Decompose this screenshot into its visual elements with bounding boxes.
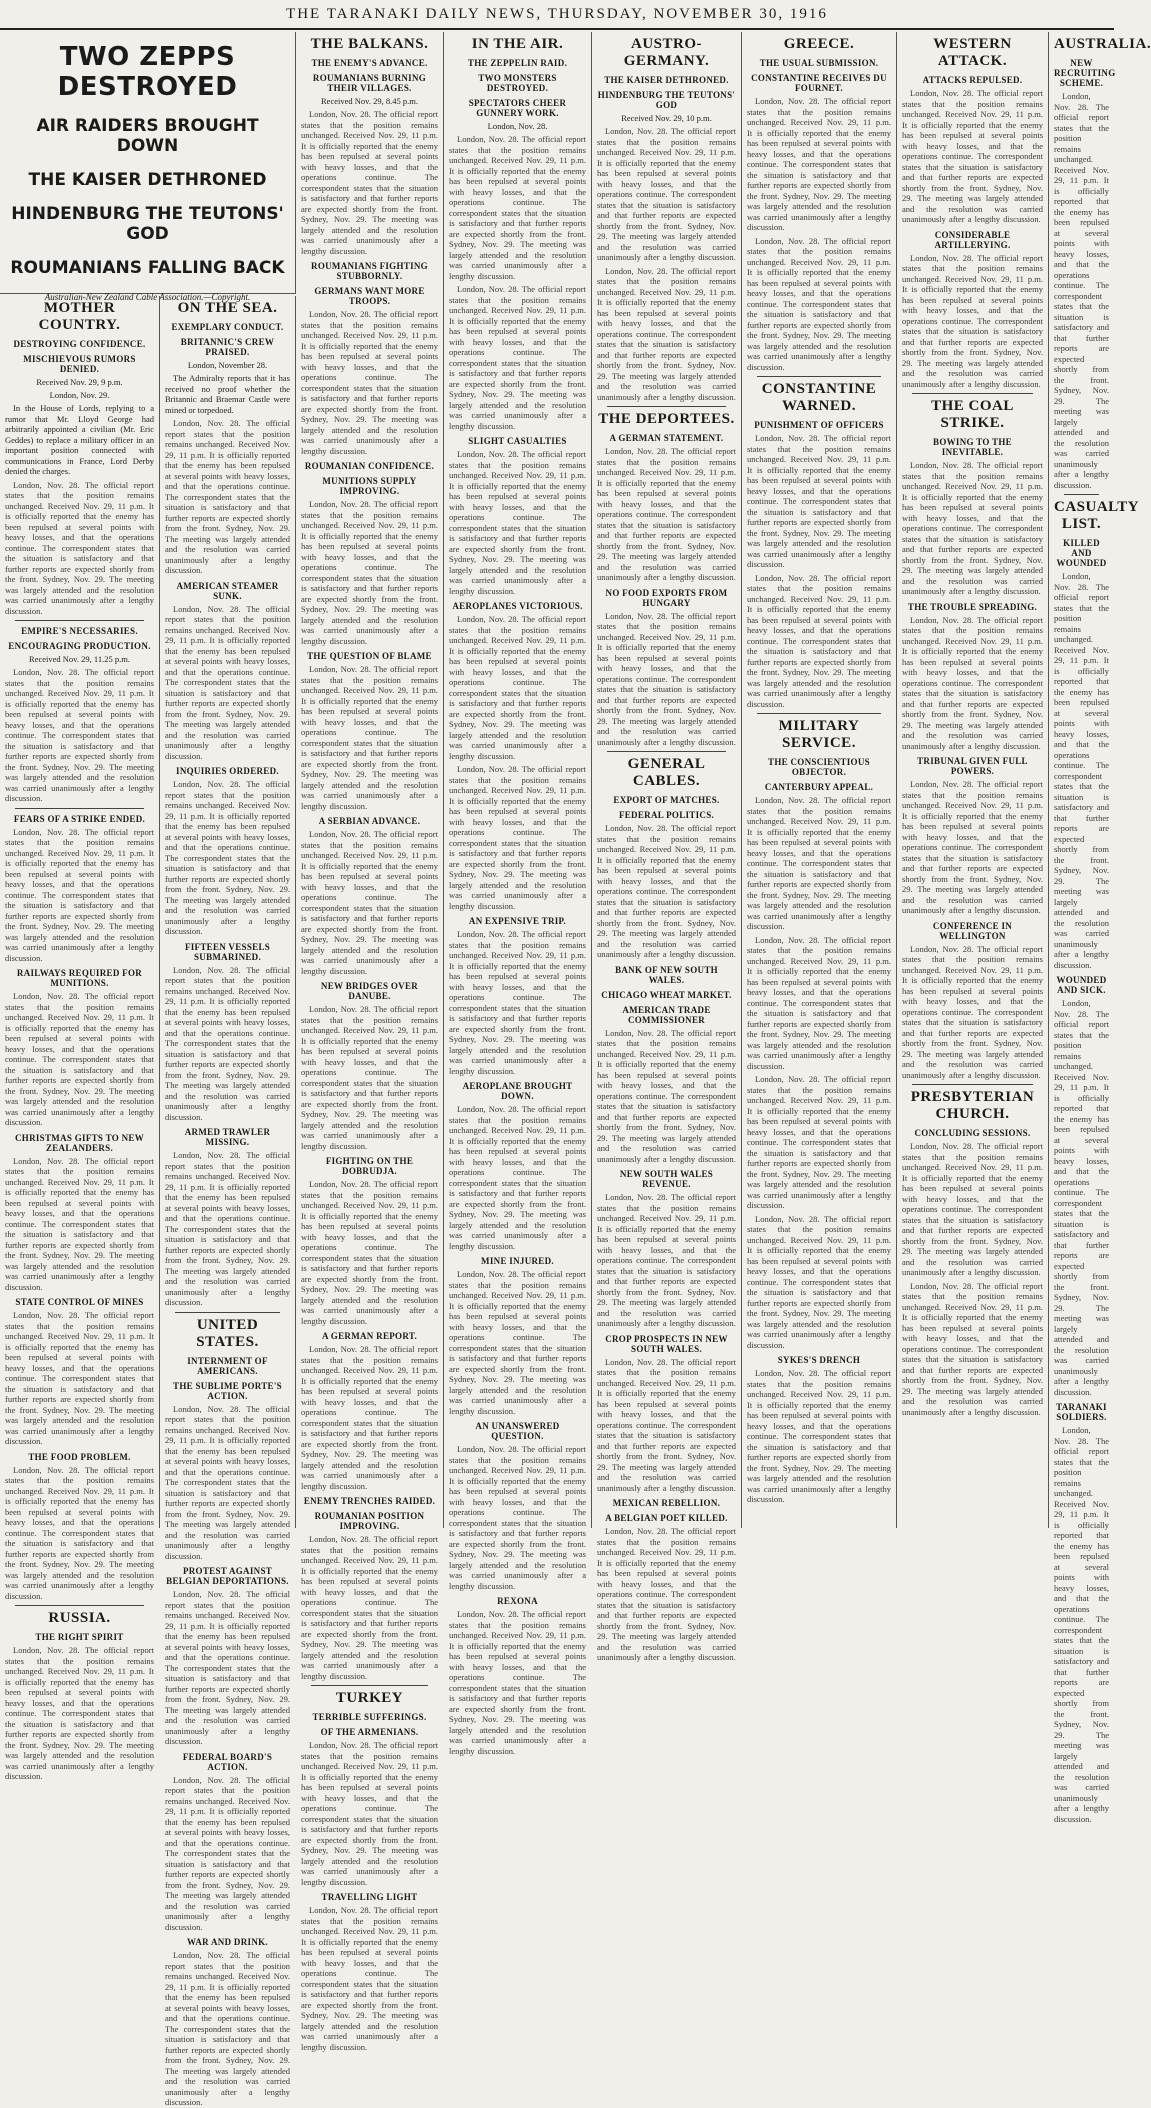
section-heading: MILITARY SERVICE.: [778, 718, 860, 751]
article-text: In the House of Lords, replying to a rumor that Mr. Lloyd George had arbitrarily appointed a civilian (Mr. Eric Geddes) to replace a military officer in an important position connected with communications in France, Lord Derby denied the charges.: [5, 403, 154, 476]
subheading: SPECTATORS CHEER GUNNERY WORK.: [468, 98, 567, 118]
subheading: REXONA: [497, 1596, 538, 1606]
article-text: London, Nov. 28. The official report states that the position remains unchanged. Received Nov. 29, 11 p.m. It is officially reported that the enemy has been repulsed at several points with heavy losses, and that the operations continue. The correspondent states that the situation is satisfactory and that further reports are expected shortly from the front. Sydney, Nov. 29. The meeting was largely attended and the resolution was carried unanimously after a lengthy discussion.: [1054, 1425, 1109, 1824]
subheading: INTERNMENT OF AMERICANS.: [187, 1355, 268, 1376]
article-text: London, Nov. 28. The official report states that the position remains unchanged. Received Nov. 29, 11 p.m. It is officially reported that the enemy has been repulsed at several points with heavy losses, and that the operations continue. The correspondent states that the situation is satisfactory and that further reports are expected shortly from the front. Sydney, Nov. 29. The meeting was largely attended and the resolution was carried unanimously after a lengthy discussion.: [747, 1368, 891, 1504]
article-text: London, Nov. 28. The official report states that the position remains unchanged. Received Nov. 29, 11 p.m. It is officially reported that the enemy has been repulsed at several points with heavy losses, and that the operations continue. The correspondent states that the situation is satisfactory and that further reports are expected shortly from the front. Sydney, Nov. 29. The meeting was largely attended and the resolution was carried unanimously after a lengthy discussion.: [597, 823, 736, 959]
subheading: TARANAKI SOLDIERS.: [1056, 1402, 1107, 1422]
article-text: London, Nov. 28. The official report states that the position remains unchanged. Received Nov. 29, 11 p.m. It is officially reported that the enemy has been repulsed at several points with heavy losses, and that the operations continue. The correspondent states that the situation is satisfactory and that further reports are expected shortly from the front. Sydney, Nov. 29. The meeting was largely attended and the resolution was carried unanimously after a lengthy discussion.: [301, 1740, 438, 1887]
article-text: London, Nov. 28. The official report states that the position remains unchanged. Received Nov. 29, 11 p.m. It is officially reported that the enemy has been repulsed at several points with heavy losses, and that the operations continue. The correspondent states that the situation is satisfactory and that further reports are expected shortly from the front. Sydney, Nov. 29. The meeting was largely attended and the resolution was carried unanimously after a lengthy discussion.: [5, 1155, 154, 1292]
article-text: London, Nov. 28. The official report states that the position remains unchanged. Received Nov. 29, 11 p.m. It is officially reported that the enemy has been repulsed at several points with heavy losses, and that the operations continue. The correspondent states that the situation is satisfactory and that further reports are expected shortly from the front. Sydney, Nov. 29. The meeting was largely attended and the resolution was carried unanimously after a lengthy discussion.: [902, 88, 1043, 224]
section-heading: CASUALTY LIST.: [1054, 499, 1140, 532]
subheading: PROTEST AGAINST BELGIAN DEPORTATIONS.: [166, 1566, 289, 1586]
subheading: BRITANNIC'S CREW PRAISED.: [180, 337, 275, 357]
subheading: THE RIGHT SPIRIT: [35, 1632, 124, 1642]
subheading: NEW SOUTH WALES REVENUE.: [619, 1169, 714, 1189]
article-text: London, Nov. 28. The official report states that the position remains unchanged. Received Nov. 29, 11 p.m. It is officially reported that the enemy has been repulsed at several points with heavy losses, and that the operations continue. The correspondent states that the situation is satisfactory and that further reports are expected shortly from the front. Sydney, Nov. 29. The meeting was largely attended and the resolution was carried unanimously after a lengthy discussion.: [747, 96, 891, 232]
article-text: London, Nov. 28. The official report states that the position remains unchanged. Received Nov. 29, 11 p.m. It is officially reported that the enemy has been repulsed at several points with heavy losses, and that the operations continue. The correspondent states that the situation is satisfactory and that further reports are expected shortly from the front. Sydney, Nov. 29. The meeting was largely attended and the resolution was carried unanimously after a lengthy discussion.: [165, 418, 290, 575]
section-heading: GREECE.: [783, 36, 855, 52]
subheading: AN EXPENSIVE TRIP.: [468, 916, 567, 926]
subheading: A GERMAN REPORT.: [321, 1331, 418, 1341]
subheading: CONCLUDING SESSIONS.: [914, 1128, 1031, 1138]
subheading: EMPIRE'S NECESSARIES.: [21, 626, 138, 636]
section-heading: RUSSIA.: [48, 1610, 111, 1626]
article-text: London, Nov. 28. The official report states that the position remains unchanged. Received Nov. 29, 11 p.m. It is officially reported that the enemy has been repulsed at several points with heavy losses, and that the operations continue. The correspondent states that the situation is satisfactory and that further reports are expected shortly from the front. Sydney, Nov. 29. The meeting was largely attended and the resolution was carried unanimously after a lengthy discussion.: [301, 1905, 438, 2052]
dateline: London, Nov. 28.: [487, 121, 548, 131]
subheading: ENCOURAGING PRODUCTION.: [8, 641, 151, 651]
section-heading: THE COAL STRIKE.: [931, 398, 1014, 431]
article-text: London, Nov. 28. The official report states that the position remains unchanged. Received Nov. 29, 11 p.m. It is officially reported that the enemy has been repulsed at several points with heavy losses, and that the operations continue. The correspondent states that the situation is satisfactory and that further reports are expected shortly from the front. Sydney, Nov. 29. The meeting was largely attended and the resolution was carried unanimously after a lengthy discussion.: [301, 664, 438, 811]
section-heading: ON THE SEA.: [177, 300, 278, 316]
article-text: London, Nov. 28. The official report states that the position remains unchanged. Received Nov. 29, 11 p.m. It is officially reported that the enemy has been repulsed at several points with heavy losses, and that the operations continue. The correspondent states that the situation is satisfactory and that further reports are expected shortly from the front. Sydney, Nov. 29. The meeting was largely attended and the resolution was carried unanimously after a lengthy discussion.: [449, 764, 586, 911]
lead-headline-2: AIR RAIDERS BROUGHT DOWN: [36, 116, 259, 156]
article-text: London, Nov. 28. The official report states that the position remains unchanged. Received Nov. 29, 11 p.m. It is officially reported that the enemy has been repulsed at several points with heavy losses, and that the operations continue. The correspondent states that the situation is satisfactory and that further reports are expected shortly from the front. Sydney, Nov. 29. The meeting was largely attended and the resolution was carried unanimously after a lengthy discussion.: [449, 284, 586, 431]
article-text: London, Nov. 28. The official report states that the position remains unchanged. Received Nov. 29, 11 p.m. It is officially reported that the enemy has been repulsed at several points with heavy losses, and that the operations continue. The correspondent states that the situation is satisfactory and that further reports are expected shortly from the front. Sydney, Nov. 29. The meeting was largely attended and the resolution was carried unanimously after a lengthy discussion.: [597, 446, 736, 582]
article-text: London, Nov. 28. The official report states that the position remains unchanged. Received Nov. 29, 11 p.m. It is officially reported that the enemy has been repulsed at several points with heavy losses, and that the operations continue. The correspondent states that the situation is satisfactory and that further reports are expected shortly from the front. Sydney, Nov. 29. The meeting was largely attended and the resolution was carried unanimously after a lengthy discussion.: [301, 109, 438, 256]
subheading: BOWING TO THE INEVITABLE.: [933, 437, 1012, 457]
section-heading: THE DEPORTEES.: [598, 411, 735, 427]
article-text: London, Nov. 28. The official report states that the position remains unchanged. Received Nov. 29, 11 p.m. It is officially reported that the enemy has been repulsed at several points with heavy losses, and that the operations continue. The correspondent states that the situation is satisfactory and that further reports are expected shortly from the front. Sydney, Nov. 29. The meeting was largely attended and the resolution was carried unanimously after a lengthy discussion.: [301, 1004, 438, 1151]
article-text: London, Nov. 28. The official report states that the position remains unchanged. Received Nov. 29, 11 p.m. It is officially reported that the enemy has been repulsed at several points with heavy losses, and that the operations continue. The correspondent states that the situation is satisfactory and that further reports are expected shortly from the front. Sydney, Nov. 29. The meeting was largely attended and the resolution was carried unanimously after a lengthy discussion.: [597, 1192, 736, 1328]
subheading: FEDERAL BOARD'S ACTION.: [182, 1751, 273, 1772]
article-text: London, Nov. 28. The official report states that the position remains unchanged. Received Nov. 29, 11 p.m. It is officially reported that the enemy has been repulsed at several points with heavy losses, and that the operations continue. The correspondent states that the situation is satisfactory and that further reports are expected shortly from the front. Sydney, Nov. 29. The meeting was largely attended and the resolution was carried unanimously after a lengthy discussion.: [301, 1534, 438, 1681]
subheading: AMERICAN STEAMER SUNK.: [176, 580, 279, 601]
article-text: London, Nov. 28. The official report states that the position remains unchanged. Received Nov. 29, 11 p.m. It is officially reported that the enemy has been repulsed at several points with heavy losses, and that the operations continue. The correspondent states that the situation is satisfactory and that further reports are expected shortly from the front. Sydney, Nov. 29. The meeting was largely attended and the resolution was carried unanimously after a lengthy discussion.: [301, 1179, 438, 1326]
section-heading: MOTHER COUNTRY.: [38, 300, 121, 333]
subheading: ENEMY TRENCHES RAIDED.: [303, 1496, 436, 1506]
article-text: London, Nov. 28. The official report states that the position remains unchanged. Received Nov. 29, 11 p.m. It is officially reported that the enemy has been repulsed at several points with heavy losses, and that the operations continue. The correspondent states that the situation is satisfactory and that further reports are expected shortly from the front. Sydney, Nov. 29. The meeting was largely attended and the resolution was carried unanimously after a lengthy discussion.: [449, 449, 586, 596]
column-australia: [1049, 32, 1151, 1824]
subheading: AMERICAN TRADE COMMISSIONER: [622, 1004, 711, 1025]
section-heading: GENERAL CABLES.: [627, 756, 706, 789]
column-balkans: [296, 32, 444, 2052]
subheading: THE ZEPPELIN RAID.: [467, 58, 568, 68]
subheading: CANTERBURY APPEAL.: [764, 782, 874, 792]
subheading: FIFTEEN VESSELS SUBMARINED.: [184, 941, 271, 962]
article-text: London, Nov. 28. The official report states that the position remains unchanged. Received Nov. 29, 11 p.m. It is officially reported that the enemy has been repulsed at several points with heavy losses, and that the operations continue. The correspondent states that the situation is satisfactory and that further reports are expected shortly from the front. Sydney, Nov. 29. The meeting was largely attended and the resolution was carried unanimously after a lengthy discussion.: [165, 1589, 290, 1746]
subheading: THE QUESTION OF BLAME: [307, 651, 432, 661]
article-text: London, Nov. 28. The official report states that the position remains unchanged. Received Nov. 29, 11 p.m. It is officially reported that the enemy has been repulsed at several points with heavy losses, and that the operations continue. The correspondent states that the situation is satisfactory and that further reports are expected shortly from the front. Sydney, Nov. 29. The meeting was largely attended and the resolution was carried unanimously after a lengthy discussion.: [747, 934, 891, 1071]
article-text: London, Nov. 28. The official report states that the position remains unchanged. Received Nov. 29, 11 p.m. It is officially reported that the enemy has been repulsed at several points with heavy losses, and that the operations continue. The correspondent states that the situation is satisfactory and that further reports are expected shortly from the front. Sydney, Nov. 29. The meeting was largely attended and the resolution was carried unanimously after a lengthy discussion.: [902, 252, 1043, 389]
lead-headline-4: HINDENBURG THE TEUTONS' GOD: [11, 204, 284, 244]
article-text: London, Nov. 28. The official report states that the position remains unchanged. Received Nov. 29, 11 p.m. It is officially reported that the enemy has been repulsed at several points with heavy losses, and that the operations continue. The correspondent states that the situation is satisfactory and that further reports are expected shortly from the front. Sydney, Nov. 29. The meeting was largely attended and the resolution was carried unanimously after a lengthy discussion.: [747, 572, 891, 709]
article-text: London, Nov. 28. The official report states that the position remains unchanged. Received Nov. 29, 11 p.m. It is officially reported that the enemy has been repulsed at several points with heavy losses, and that the operations continue. The correspondent states that the situation is satisfactory and that further reports are expected shortly from the front. Sydney, Nov. 29. The meeting was largely attended and the resolution was carried unanimously after a lengthy discussion.: [5, 1645, 154, 1781]
article-text: London, Nov. 28. The official report states that the position remains unchanged. Received Nov. 29, 11 p.m. It is officially reported that the enemy has been repulsed at several points with heavy losses, and that the operations continue. The correspondent states that the situation is satisfactory and that further reports are expected shortly from the front. Sydney, Nov. 29. The meeting was largely attended and the resolution was carried unanimously after a lengthy discussion.: [165, 603, 290, 761]
subheading: EXPORT OF MATCHES.: [613, 795, 720, 805]
subheading: SLIGHT CASUALTIES: [468, 436, 567, 446]
section-heading: CONSTANTINE WARNED.: [761, 381, 877, 414]
dateline: London, Nov. 29.: [49, 390, 110, 400]
article-text: London, Nov. 28. The official report states that the position remains unchanged. Received Nov. 29, 11 p.m. It is officially reported that the enemy has been repulsed at several points with heavy losses, and that the operations continue. The correspondent states that the situation is satisfactory and that further reports are expected shortly from the front. Sydney, Nov. 29. The meeting was largely attended and the resolution was carried unanimously after a lengthy discussion.: [597, 1027, 736, 1164]
article-text: London, Nov. 28. The official report states that the position remains unchanged. Received Nov. 29, 11 p.m. It is officially reported that the enemy has been repulsed at several points with heavy losses, and that the operations continue. The correspondent states that the situation is satisfactory and that further reports are expected shortly from the front. Sydney, Nov. 29. The meeting was largely attended and the resolution was carried unanimously after a lengthy discussion.: [449, 929, 586, 1076]
article-text: London, Nov. 28. The official report states that the position remains unchanged. Received Nov. 29, 11 p.m. It is officially reported that the enemy has been repulsed at several points with heavy losses, and that the operations continue. The correspondent states that the situation is satisfactory and that further reports are expected shortly from the front. Sydney, Nov. 29. The meeting was largely attended and the resolution was carried unanimously after a lengthy discussion.: [902, 1280, 1043, 1417]
subheading: MINE INJURED.: [481, 1256, 554, 1266]
subheading: TRIBUNAL GIVEN FULL POWERS.: [917, 756, 1028, 776]
article-text: London, Nov. 28. The official report states that the position remains unchanged. Received Nov. 29, 11 p.m. It is officially reported that the enemy has been repulsed at several points with heavy losses, and that the operations continue. The correspondent states that the situation is satisfactory and that further reports are expected shortly from the front. Sydney, Nov. 29. The meeting was largely attended and the resolution was carried unanimously after a lengthy discussion.: [449, 1104, 586, 1251]
article-text: The Admiralty reports that it has received no proof whether the Britannic and Braemar Castle were mined or torpedoed.: [165, 373, 290, 415]
article-text: London, Nov. 28. The official report states that the position remains unchanged. Received Nov. 29, 11 p.m. It is officially reported that the enemy has been repulsed at several points with heavy losses, and that the operations continue. The correspondent states that the situation is satisfactory and that further reports are expected shortly from the front. Sydney, Nov. 29. The meeting was largely attended and the resolution was carried unanimously after a lengthy discussion.: [747, 1074, 891, 1210]
dateline: Received Nov. 29, 10 p.m.: [621, 113, 712, 123]
cable-credit: Australian-New Zealand Cable Association.—Copyright.: [44, 292, 251, 302]
subheading: INQUIRIES ORDERED.: [176, 766, 279, 776]
article-text: London, Nov. 28. The official report states that the position remains unchanged. Received Nov. 29, 11 p.m. It is officially reported that the enemy has been repulsed at several points with heavy losses, and that the operations continue. The correspondent states that the situation is satisfactory and that further reports are expected shortly from the front. Sydney, Nov. 29. The meeting was largely attended and the resolution was carried unanimously after a lengthy discussion.: [597, 126, 736, 262]
subheading: EXEMPLARY CONDUCT.: [171, 322, 284, 332]
lead-headline-3: THE KAISER DETHRONED: [28, 170, 267, 190]
subheading: THE FOOD PROBLEM.: [28, 1451, 131, 1462]
article-text: London, Nov. 28. The official report states that the position remains unchanged. Received Nov. 29, 11 p.m. It is officially reported that the enemy has been repulsed at several points with heavy losses, and that the operations continue. The correspondent states that the situation is satisfactory and that further reports are expected shortly from the front. Sydney, Nov. 29. The meeting was largely attended and the resolution was carried unanimously after a lengthy discussion.: [747, 433, 891, 569]
article-text: London, Nov. 28. The official report states that the position remains unchanged. Received Nov. 29, 11 p.m. It is officially reported that the enemy has been repulsed at several points with heavy losses, and that the operations continue. The correspondent states that the situation is satisfactory and that further reports are expected shortly from the front. Sydney, Nov. 29. The meeting was largely attended and the resolution was carried unanimously after a lengthy discussion.: [5, 479, 154, 616]
section-heading: PRESBYTERIAN CHURCH.: [910, 1089, 1035, 1122]
article-text: London, Nov. 28. The official report states that the position remains unchanged. Received Nov. 29, 11 p.m. It is officially reported that the enemy has been repulsed at several points with heavy losses, and that the operations continue. The correspondent states that the situation is satisfactory and that further reports are expected shortly from the front. Sydney, Nov. 29. The meeting was largely attended and the resolution was carried unanimously after a lengthy discussion.: [5, 991, 154, 1127]
article-text: London, Nov. 28. The official report states that the position remains unchanged. Received Nov. 29, 11 p.m. It is officially reported that the enemy has been repulsed at several points with heavy losses, and that the operations continue. The correspondent states that the situation is satisfactory and that further reports are expected shortly from the front. Sydney, Nov. 29. The meeting was largely attended and the resolution was carried unanimously after a lengthy discussion.: [1054, 998, 1109, 1397]
article-text: London, Nov. 28. The official report states that the position remains unchanged. Received Nov. 29, 11 p.m. It is officially reported that the enemy has been repulsed at several points with heavy losses, and that the operations continue. The correspondent states that the situation is satisfactory and that further reports are expected shortly from the front. Sydney, Nov. 29. The meeting was largely attended and the resolution was carried unanimously after a lengthy discussion.: [449, 1609, 586, 1756]
subheading: BANK OF NEW SOUTH WALES.: [615, 964, 718, 985]
lead-headline-5: ROUMANIANS FALLING BACK: [10, 258, 285, 278]
subheading: TERRIBLE SUFFERINGS.: [312, 1712, 427, 1722]
article-text: London, Nov. 28. The official report states that the position remains unchanged. Received Nov. 29, 11 p.m. It is officially reported that the enemy has been repulsed at several points with heavy losses, and that the operations continue. The correspondent states that the situation is satisfactory and that further reports are expected shortly from the front. Sydney, Nov. 29. The meeting was largely attended and the resolution was carried unanimously after a lengthy discussion.: [902, 943, 1043, 1080]
article-text: London, Nov. 28. The official report states that the position remains unchanged. Received Nov. 29, 11 p.m. It is officially reported that the enemy has been repulsed at several points with heavy losses, and that the operations continue. The correspondent states that the situation is satisfactory and that further reports are expected shortly from the front. Sydney, Nov. 29. The meeting was largely attended and the resolution was carried unanimously after a lengthy discussion.: [165, 964, 290, 1122]
subheading: OF THE ARMENIANS.: [320, 1727, 419, 1737]
section-heading: THE BALKANS.: [310, 36, 429, 52]
subheading: CONFERENCE IN WELLINGTON: [932, 920, 1013, 941]
article-text: London, Nov. 28. The official report states that the position remains unchanged. Received Nov. 29, 11 p.m. It is officially reported that the enemy has been repulsed at several points with heavy losses, and that the operations continue. The correspondent states that the situation is satisfactory and that further reports are expected shortly from the front. Sydney, Nov. 29. The meeting was largely attended and the resolution was carried unanimously after a lengthy discussion.: [597, 265, 736, 402]
subheading: THE ENEMY'S ADVANCE.: [311, 58, 428, 68]
subheading: GERMANS WANT MORE TROOPS.: [314, 286, 425, 306]
column-in-the-air: [444, 32, 592, 1756]
section-heading: TURKEY: [335, 1690, 404, 1706]
subheading: CONSIDERABLE ARTILLERYING.: [934, 229, 1011, 250]
dateline: Received Nov. 29, 9 p.m.: [36, 377, 123, 387]
article-text: London, Nov. 28. The official report states that the position remains unchanged. Received Nov. 29, 11 p.m. It is officially reported that the enemy has been repulsed at several points with heavy losses, and that the operations continue. The correspondent states that the situation is satisfactory and that further reports are expected shortly from the front. Sydney, Nov. 29. The meeting was largely attended and the resolution was carried unanimously after a lengthy discussion.: [902, 460, 1043, 596]
lead-headline-main: TWO ZEPPS DESTROYED: [57, 42, 238, 102]
article-text: London, Nov. 28. The official report states that the position remains unchanged. Received Nov. 29, 11 p.m. It is officially reported that the enemy has been repulsed at several points with heavy losses, and that the operations continue. The correspondent states that the situation is satisfactory and that further reports are expected shortly from the front. Sydney, Nov. 29. The meeting was largely attended and the resolution was carried unanimously after a lengthy discussion.: [449, 614, 586, 761]
article-text: London, Nov. 28. The official report states that the position remains unchanged. Received Nov. 29, 11 p.m. It is officially reported that the enemy has been repulsed at several points with heavy losses, and that the operations continue. The correspondent states that the situation is satisfactory and that further reports are expected shortly from the front. Sydney, Nov. 29. The meeting was largely attended and the resolution was carried unanimously after a lengthy discussion.: [449, 1269, 586, 1416]
article-text: London, Nov. 28. The official report states that the position remains unchanged. Received Nov. 29, 11 p.m. It is officially reported that the enemy has been repulsed at several points with heavy losses, and that the operations continue. The correspondent states that the situation is satisfactory and that further reports are expected shortly from the front. Sydney, Nov. 29. The meeting was largely attended and the resolution was carried unanimously after a lengthy discussion.: [301, 499, 438, 646]
article-text: London, Nov. 28. The official report states that the position remains unchanged. Received Nov. 29, 11 p.m. It is officially reported that the enemy has been repulsed at several points with heavy losses, and that the operations continue. The correspondent states that the situation is satisfactory and that further reports are expected shortly from the front. Sydney, Nov. 29. The meeting was largely attended and the resolution was carried unanimously after a lengthy discussion.: [5, 1310, 154, 1446]
article-text: London, Nov. 28. The official report states that the position remains unchanged. Received Nov. 29, 11 p.m. It is officially reported that the enemy has been repulsed at several points with heavy losses, and that the operations continue. The correspondent states that the situation is satisfactory and that further reports are expected shortly from the front. Sydney, Nov. 29. The meeting was largely attended and the resolution was carried unanimously after a lengthy discussion.: [747, 795, 891, 931]
subheading: CONSTANTINE RECEIVES DU FOURNET.: [751, 73, 887, 93]
article-text: London, Nov. 28. The official report states that the position remains unchanged. Received Nov. 29, 11 p.m. It is officially reported that the enemy has been repulsed at several points with heavy losses, and that the operations continue. The correspondent states that the situation is satisfactory and that further reports are expected shortly from the front. Sydney, Nov. 29. The meeting was largely attended and the resolution was carried unanimously after a lengthy discussion.: [597, 610, 736, 747]
subheading: TRAVELLING LIGHT: [321, 1892, 418, 1902]
column-mother-country: [0, 296, 160, 1781]
article-text: London, Nov. 28. The official report states that the position remains unchanged. Received Nov. 29, 11 p.m. It is officially reported that the enemy has been repulsed at several points with heavy losses, and that the operations continue. The correspondent states that the situation is satisfactory and that further reports are expected shortly from the front. Sydney, Nov. 29. The meeting was largely attended and the resolution was carried unanimously after a lengthy discussion.: [165, 1403, 290, 1561]
subheading: ROUMANIANS BURNING THEIR VILLAGES.: [312, 73, 427, 93]
subheading: MISCHIEVOUS RUMORS DENIED.: [23, 354, 136, 374]
article-text: London, Nov. 28. The official report states that the position remains unchanged. Received Nov. 29, 11 p.m. It is officially reported that the enemy has been repulsed at several points with heavy losses, and that the operations continue. The correspondent states that the situation is satisfactory and that further reports are expected shortly from the front. Sydney, Nov. 29. The meeting was largely attended and the resolution was carried unanimously after a lengthy discussion.: [597, 1526, 736, 1662]
subheading: CHRISTMAS GIFTS TO NEW ZEALANDERS.: [14, 1132, 145, 1153]
subheading: STATE CONTROL OF MINES: [15, 1297, 144, 1307]
article-text: London, Nov. 28. The official report states that the position remains unchanged. Received Nov. 29, 11 p.m. It is officially reported that the enemy has been repulsed at several points with heavy losses, and that the operations continue. The correspondent states that the situation is satisfactory and that further reports are expected shortly from the front. Sydney, Nov. 29. The meeting was largely attended and the resolution was carried unanimously after a lengthy discussion.: [301, 829, 438, 976]
article-text: London, Nov. 28. The official report states that the position remains unchanged. Received Nov. 29, 11 p.m. It is officially reported that the enemy has been repulsed at several points with heavy losses, and that the operations continue. The correspondent states that the situation is satisfactory and that further reports are expected shortly from the front. Sydney, Nov. 29. The meeting was largely attended and the resolution was carried unanimously after a lengthy discussion.: [165, 1774, 290, 1932]
article-text: London, Nov. 28. The official report states that the position remains unchanged. Received Nov. 29, 11 p.m. It is officially reported that the enemy has been repulsed at several points with heavy losses, and that the operations continue. The correspondent states that the situation is satisfactory and that further reports are expected shortly from the front. Sydney, Nov. 29. The meeting was largely attended and the resolution was carried unanimously after a lengthy discussion.: [5, 826, 154, 963]
section-heading: AUSTRO-GERMANY.: [623, 36, 710, 69]
subheading: MUNITIONS SUPPLY IMPROVING.: [322, 476, 417, 496]
article-text: London, Nov. 28. The official report states that the position remains unchanged. Received Nov. 29, 11 p.m. It is officially reported that the enemy has been repulsed at several points with heavy losses, and that the operations continue. The correspondent states that the situation is satisfactory and that further reports are expected shortly from the front. Sydney, Nov. 29. The meeting was largely attended and the resolution was carried unanimously after a lengthy discussion.: [5, 1464, 154, 1601]
subheading: WOUNDED AND SICK.: [1056, 975, 1107, 995]
subheading: HINDENBURG THE TEUTONS' GOD: [597, 90, 736, 110]
subheading: ROUMANIAN CONFIDENCE.: [304, 461, 435, 471]
article-text: London, Nov. 28. The official report states that the position remains unchanged. Received Nov. 29, 11 p.m. It is officially reported that the enemy has been repulsed at several points with heavy losses, and that the operations continue. The correspondent states that the situation is satisfactory and that further reports are expected shortly from the front. Sydney, Nov. 29. The meeting was largely attended and the resolution was carried unanimously after a lengthy discussion.: [1054, 91, 1109, 490]
article-text: London, Nov. 28. The official report states that the position remains unchanged. Received Nov. 29, 11 p.m. It is officially reported that the enemy has been repulsed at several points with heavy losses, and that the operations continue. The correspondent states that the situation is satisfactory and that further reports are expected shortly from the front. Sydney, Nov. 29. The meeting was largely attended and the resolution was carried unanimously after a lengthy discussion.: [165, 1150, 290, 1307]
subheading: THE USUAL SUBMISSION.: [759, 58, 879, 68]
subheading: NEW BRIDGES OVER DANUBE.: [320, 981, 419, 1001]
subheading: A BELGIAN POET KILLED.: [605, 1513, 728, 1523]
subheading: THE KAISER DETHRONED.: [604, 75, 729, 85]
subheading: FEARS OF A STRIKE ENDED.: [13, 813, 146, 824]
article-text: London, Nov. 28. The official report states that the position remains unchanged. Received Nov. 29, 11 p.m. It is officially reported that the enemy has been repulsed at several points with heavy losses, and that the operations continue. The correspondent states that the situation is satisfactory and that further reports are expected shortly from the front. Sydney, Nov. 29. The meeting was largely attended and the resolution was carried unanimously after a lengthy discussion.: [5, 667, 154, 803]
subheading: PUNISHMENT OF OFFICERS: [754, 420, 884, 430]
subheading: A GERMAN STATEMENT.: [609, 433, 724, 443]
subheading: ATTACKS REPULSED.: [922, 75, 1023, 85]
dateline: London, November 28.: [187, 360, 268, 370]
masthead: THE TARANAKI DAILY NEWS, THURSDAY, NOVEMBER 30, 1916: [0, 0, 1114, 30]
article-text: London, Nov. 28. The official report states that the position remains unchanged. Received Nov. 29, 11 p.m. It is officially reported that the enemy has been repulsed at several points with heavy losses, and that the operations continue. The correspondent states that the situation is satisfactory and that further reports are expected shortly from the front. Sydney, Nov. 29. The meeting was largely attended and the resolution was carried unanimously after a lengthy discussion.: [449, 134, 586, 281]
section-heading: UNITED STATES.: [196, 1316, 259, 1350]
subheading: SYKES'S DRENCH: [777, 1355, 861, 1365]
subheading: NEW RECRUITING SCHEME.: [1054, 58, 1116, 88]
subheading: THE SUBLIME PORTE'S ACTION.: [173, 1380, 282, 1401]
subheading: A SERBIAN ADVANCE.: [318, 816, 421, 826]
subheading: THE TROUBLE SPREADING.: [907, 601, 1038, 612]
subheading: CHICAGO WHEAT MARKET.: [601, 989, 732, 1000]
subheading: AEROPLANE BROUGHT DOWN.: [462, 1081, 573, 1101]
column-on-the-sea: [160, 296, 296, 2107]
subheading: ROUMANIANS FIGHTING STUBBORNLY.: [311, 261, 428, 281]
article-text: London, Nov. 28. The official report states that the position remains unchanged. Received Nov. 29, 11 p.m. It is officially reported that the enemy has been repulsed at several points with heavy losses, and that the operations continue. The correspondent states that the situation is satisfactory and that further reports are expected shortly from the front. Sydney, Nov. 29. The meeting was largely attended and the resolution was carried unanimously after a lengthy discussion.: [747, 1213, 891, 1350]
subheading: WAR AND DRINK.: [187, 1937, 268, 1947]
article-text: London, Nov. 28. The official report states that the position remains unchanged. Received Nov. 29, 11 p.m. It is officially reported that the enemy has been repulsed at several points with heavy losses, and that the operations continue. The correspondent states that the situation is satisfactory and that further reports are expected shortly from the front. Sydney, Nov. 29. The meeting was largely attended and the resolution was carried unanimously after a lengthy discussion.: [449, 1444, 586, 1591]
article-text: London, Nov. 28. The official report states that the position remains unchanged. Received Nov. 29, 11 p.m. It is officially reported that the enemy has been repulsed at several points with heavy losses, and that the operations continue. The correspondent states that the situation is satisfactory and that further reports are expected shortly from the front. Sydney, Nov. 29. The meeting was largely attended and the resolution was carried unanimously after a lengthy discussion.: [301, 309, 438, 456]
section-heading: WESTERN ATTACK.: [933, 36, 1012, 69]
article-text: London, Nov. 28. The official report states that the position remains unchanged. Received Nov. 29, 11 p.m. It is officially reported that the enemy has been repulsed at several points with heavy losses, and that the operations continue. The correspondent states that the situation is satisfactory and that further reports are expected shortly from the front. Sydney, Nov. 29. The meeting was largely attended and the resolution was carried unanimously after a lengthy discussion.: [165, 1950, 290, 2107]
article-text: London, Nov. 28. The official report states that the position remains unchanged. Received Nov. 29, 11 p.m. It is officially reported that the enemy has been repulsed at several points with heavy losses, and that the operations continue. The correspondent states that the situation is satisfactory and that further reports are expected shortly from the front. Sydney, Nov. 29. The meeting was largely attended and the resolution was carried unanimously after a lengthy discussion.: [165, 779, 290, 936]
article-text: London, Nov. 28. The official report states that the position remains unchanged. Received Nov. 29, 11 p.m. It is officially reported that the enemy has been repulsed at several points with heavy losses, and that the operations continue. The correspondent states that the situation is satisfactory and that further reports are expected shortly from the front. Sydney, Nov. 29. The meeting was largely attended and the resolution was carried unanimously after a lengthy discussion.: [902, 1141, 1043, 1277]
article-text: London, Nov. 28. The official report states that the position remains unchanged. Received Nov. 29, 11 p.m. It is officially reported that the enemy has been repulsed at several points with heavy losses, and that the operations continue. The correspondent states that the situation is satisfactory and that further reports are expected shortly from the front. Sydney, Nov. 29. The meeting was largely attended and the resolution was carried unanimously after a lengthy discussion.: [747, 235, 891, 372]
article-text: London, Nov. 28. The official report states that the position remains unchanged. Received Nov. 29, 11 p.m. It is officially reported that the enemy has been repulsed at several points with heavy losses, and that the operations continue. The correspondent states that the situation is satisfactory and that further reports are expected shortly from the front. Sydney, Nov. 29. The meeting was largely attended and the resolution was carried unanimously after a lengthy discussion.: [902, 779, 1043, 915]
article-text: London, Nov. 28. The official report states that the position remains unchanged. Received Nov. 29, 11 p.m. It is officially reported that the enemy has been repulsed at several points with heavy losses, and that the operations continue. The correspondent states that the situation is satisfactory and that further reports are expected shortly from the front. Sydney, Nov. 29. The meeting was largely attended and the resolution was carried unanimously after a lengthy discussion.: [902, 614, 1043, 751]
section-heading: IN THE AIR.: [471, 36, 564, 52]
article-text: London, Nov. 28. The official report states that the position remains unchanged. Received Nov. 29, 11 p.m. It is officially reported that the enemy has been repulsed at several points with heavy losses, and that the operations continue. The correspondent states that the situation is satisfactory and that further reports are expected shortly from the front. Sydney, Nov. 29. The meeting was largely attended and the resolution was carried unanimously after a lengthy discussion.: [301, 1344, 438, 1491]
column-greece: [742, 32, 897, 1528]
lead-headlines: [0, 32, 296, 302]
subheading: RAILWAYS REQUIRED FOR MUNITIONS.: [16, 968, 143, 988]
subheading: ARMED TRAWLER MISSING.: [184, 1127, 271, 1147]
subheading: ROUMANIAN POSITION IMPROVING.: [314, 1511, 425, 1531]
subheading: KILLED AND WOUNDED: [1056, 538, 1107, 568]
subheading: AEROPLANES VICTORIOUS.: [452, 601, 583, 611]
section-heading: AUSTRALIA.: [1054, 36, 1151, 52]
column-austro-germany: [592, 32, 742, 1662]
subheading: FIGHTING ON THE DOBRUDJA.: [325, 1156, 414, 1176]
subheading: DESTROYING CONFIDENCE.: [13, 339, 146, 349]
article-text: London, Nov. 28. The official report states that the position remains unchanged. Received Nov. 29, 11 p.m. It is officially reported that the enemy has been repulsed at several points with heavy losses, and that the operations continue. The correspondent states that the situation is satisfactory and that further reports are expected shortly from the front. Sydney, Nov. 29. The meeting was largely attended and the resolution was carried unanimously after a lengthy discussion.: [1054, 571, 1109, 970]
subheading: MEXICAN REBELLION.: [612, 1498, 721, 1508]
article-text: London, Nov. 28. The official report states that the position remains unchanged. Received Nov. 29, 11 p.m. It is officially reported that the enemy has been repulsed at several points with heavy losses, and that the operations continue. The correspondent states that the situation is satisfactory and that further reports are expected shortly from the front. Sydney, Nov. 29. The meeting was largely attended and the resolution was carried unanimously after a lengthy discussion.: [597, 1356, 736, 1493]
column-western-attack: [897, 32, 1049, 1528]
subheading: CROP PROSPECTS IN NEW SOUTH WALES.: [605, 1333, 728, 1354]
subheading: AN UNANSWERED QUESTION.: [475, 1421, 560, 1441]
dateline: Received Nov. 29, 11.25 p.m.: [29, 654, 130, 664]
subheading: FEDERAL POLITICS.: [618, 810, 715, 820]
subheading: TWO MONSTERS DESTROYED.: [478, 73, 557, 93]
dateline: Received Nov. 29, 8.45 p.m.: [321, 96, 418, 106]
subheading: THE CONSCIENTIOUS OBJECTOR.: [768, 757, 870, 777]
subheading: NO FOOD EXPORTS FROM HUNGARY: [605, 587, 728, 608]
